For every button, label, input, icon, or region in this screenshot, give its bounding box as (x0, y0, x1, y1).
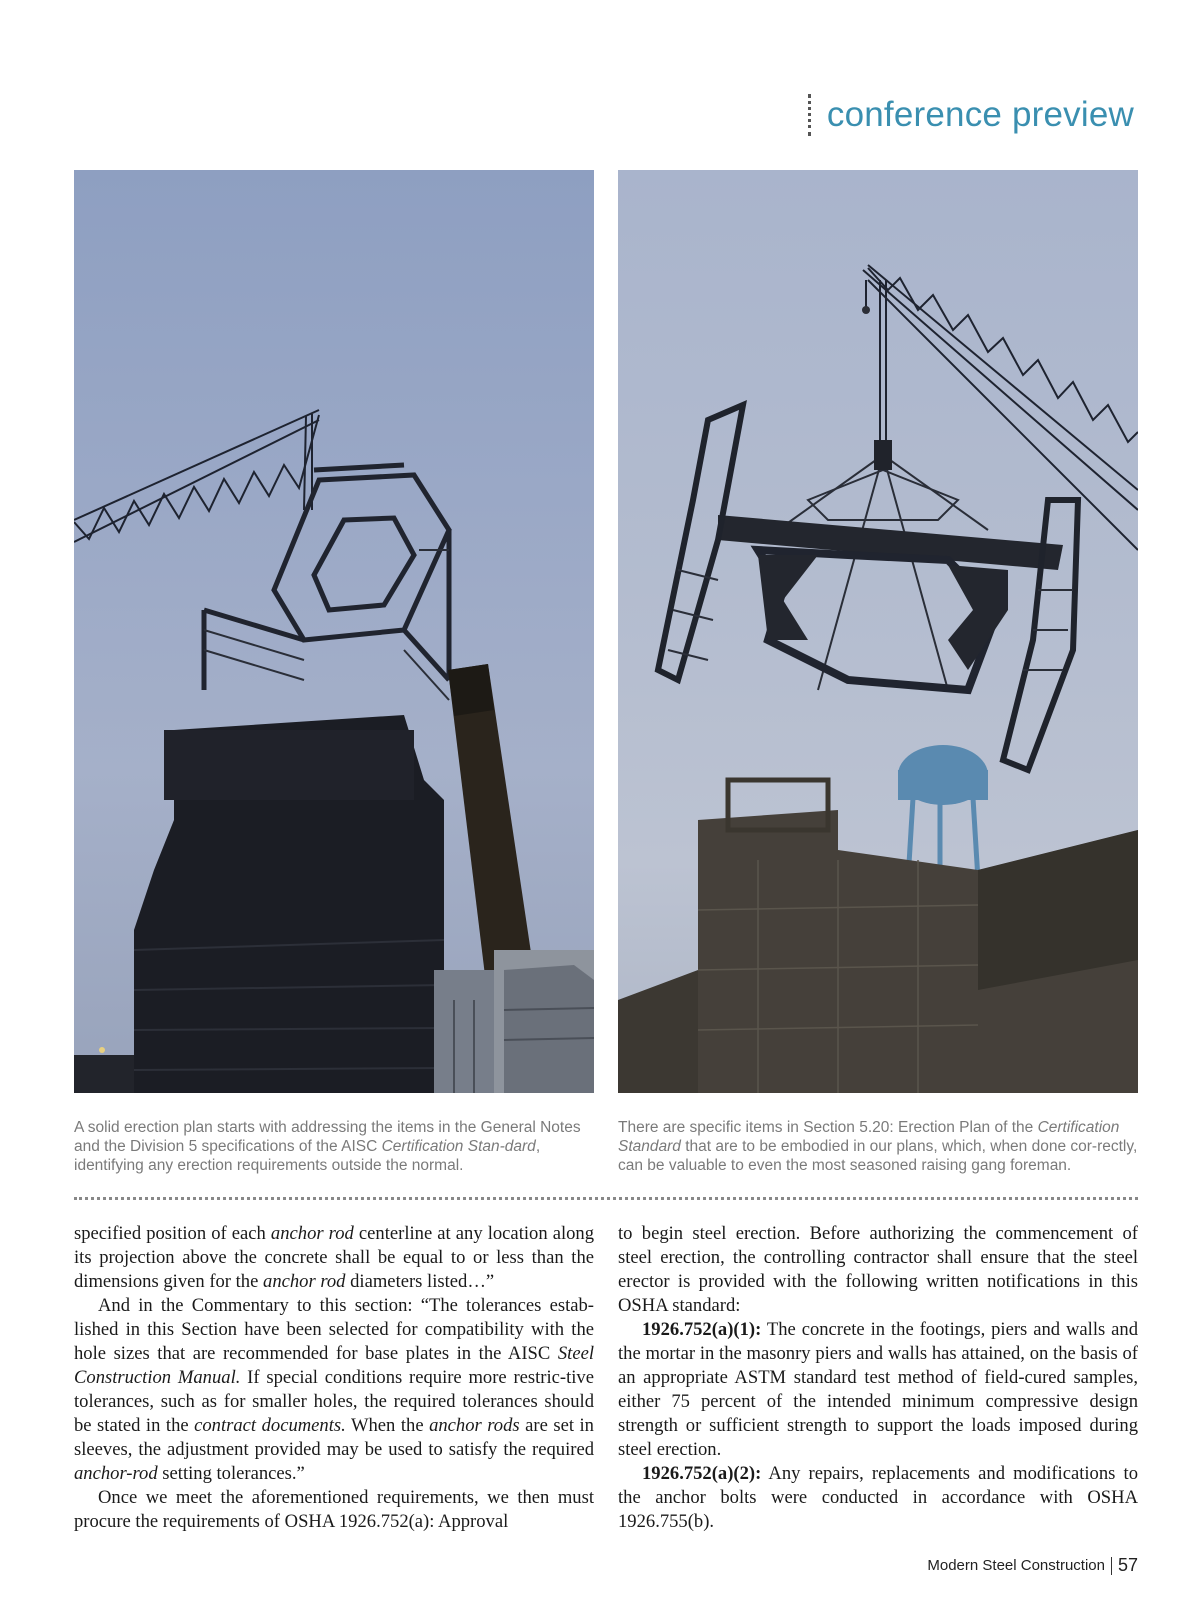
text-run: If special conditions require more restric-tive tolerances, such as for smaller holes, the required tolerances should be stated in the (74, 1367, 594, 1436)
page-footer (927, 1555, 1138, 1576)
photo-crane-lifting-frame-over-silo (74, 170, 594, 1093)
paragraph (74, 1294, 594, 1486)
paragraph (74, 1222, 594, 1294)
body-column-right (618, 1222, 1138, 1534)
caption-text: that are to be embodied in our plans, which, when done cor-rectly, can be valuable to even the most seasoned raising gang foreman. (618, 1138, 1138, 1174)
section-title: conference preview (826, 95, 1134, 134)
text-run: The concrete in the footings, piers and walls and the mortar in the masonry piers and walls has attained, on the basis of an appropriate ASTM standard test method of field-cured samples, either 75 percent of the intended minimum compressive design strength or sufficient strength to support the loads imposed during steel erection. (618, 1319, 1138, 1460)
emphasis-run: anchor rod (263, 1271, 346, 1292)
paragraph: to begin steel erection. Before authorizing the commencement of steel erection, the controlling contractor shall ensure that the steel erector is provided with the following written notifications in this OSHA standard: (618, 1223, 1138, 1316)
text-run: centerline at any location along its projection above the concrete shall be equal to or less than the dimensions given for the (74, 1223, 595, 1292)
page-header (808, 92, 1134, 138)
caption-emphasis: Certification Stan-dard (381, 1138, 536, 1155)
emphasis-run: Steel Construction Manual. (74, 1343, 594, 1388)
emphasis-run: contract documents. (194, 1415, 346, 1436)
emphasis-run: anchor rod (270, 1223, 354, 1244)
photo-caption-left (74, 1118, 594, 1175)
footer-separator (1111, 1557, 1112, 1575)
body-column-left (74, 1222, 594, 1534)
header-dotted-rule (808, 94, 811, 136)
photo-crane-lifting-octagonal-frame (618, 170, 1138, 1093)
text-run: When the (345, 1415, 430, 1436)
crane-lifting-steel-frame-photo (74, 170, 594, 1093)
crane-lifting-octagonal-frame-photo (618, 170, 1138, 1093)
paragraph (618, 1318, 1138, 1462)
caption-emphasis: Certification Standard (618, 1119, 1120, 1155)
caption-text: There are specific items in Section 5.20: Erection Plan of the (618, 1119, 1038, 1136)
paragraph: Once we meet the aforementioned requirements, we then must procure the requirements of OSHA 1926.752(a): Approval (74, 1487, 594, 1532)
paragraph (618, 1462, 1138, 1534)
text-run: are set in sleeves, the adjustment provided may be used to satisfy the required (74, 1415, 594, 1460)
page-number: 57 (1117, 1555, 1138, 1575)
bold-run: 1926.752(a)(1): (642, 1319, 762, 1340)
text-run: specified position of each (74, 1223, 271, 1244)
caption-text: , identifying any erection requirements outside the normal. (74, 1138, 541, 1174)
dotted-divider (74, 1197, 1138, 1200)
caption-text: A solid erection plan starts with addressing the items in the General Notes and the Division 5 specifications of the AISC (74, 1119, 581, 1155)
emphasis-run: anchor rods (429, 1415, 520, 1436)
text-run: Any repairs, replacements and modifications to the anchor bolts were conducted in accordance with OSHA 1926.755(b). (618, 1463, 1138, 1532)
text-run: setting tolerances.” (157, 1463, 305, 1484)
photo-caption-right (618, 1118, 1138, 1175)
text-run: And in the Commentary to this section: “The tolerances estab-lished in this Section have been selected for compatibility with the hole sizes that are recommended for base plates in the AISC (74, 1295, 594, 1364)
bold-run: 1926.752(a)(2): (642, 1463, 762, 1484)
emphasis-run: anchor-rod (74, 1463, 158, 1484)
publication-name: Modern Steel Construction (927, 1557, 1105, 1574)
text-run: diameters listed…” (345, 1271, 495, 1292)
